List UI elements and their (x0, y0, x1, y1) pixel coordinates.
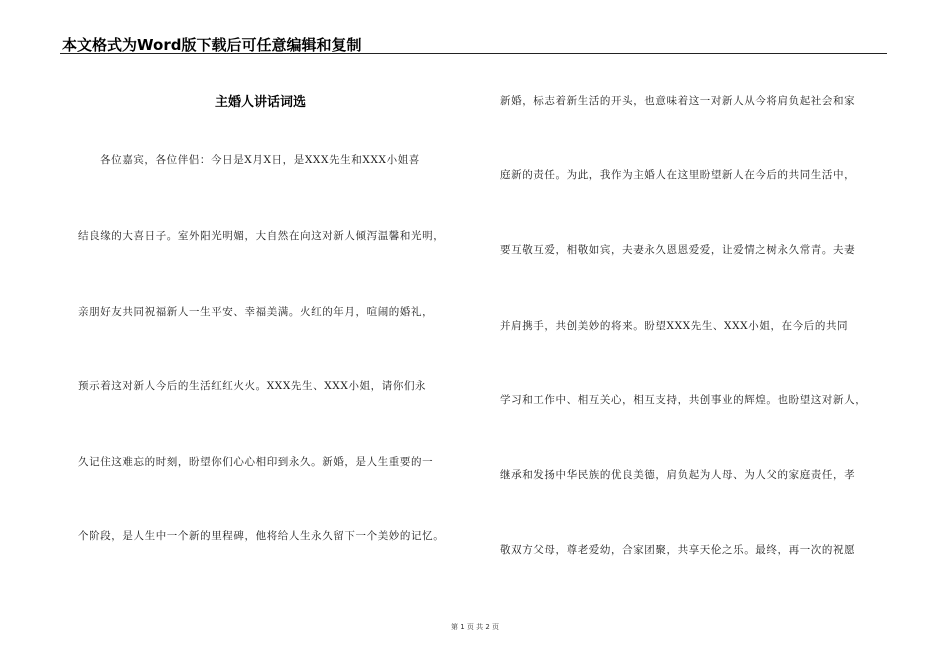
paragraph-line: 庭新的责任。为此，我作为主婚人在这里盼望新人在今后的共同生活中， (500, 169, 856, 181)
document-banner: 本文格式为Word版下载后可任意编辑和复制 (62, 36, 362, 54)
paragraph-line: 预示着这对新人今后的生活红红火火。XXX先生、XXX小姐，请你们永 (78, 380, 427, 392)
banner-divider (60, 53, 887, 54)
paragraph-line: 并肩携手，共创美妙的将来。盼望XXX先生、XXX小姐，在今后的共同 (500, 320, 849, 332)
paragraph-line: 敬双方父母，尊老爱幼，合家团聚，共享天伦之乐。最终，再一次的祝愿 (500, 544, 856, 556)
paragraph-line: 各位嘉宾，各位伴侣：今日是X月X日，是XXX先生和XXX小姐喜 (100, 154, 420, 166)
paragraph-line: 久记住这难忘的时刻，盼望你们心心相印到永久。新婚，是人生重要的一 (78, 456, 434, 468)
paragraph-line: 结良缘的大喜日子。室外阳光明媚，大自然在向这对新人倾泻温馨和光明， (78, 230, 445, 242)
paragraph-line: 继承和发扬中华民族的优良美德，肩负起为人母、为人父的家庭责任，孝 (500, 469, 856, 481)
paragraph-line: 新婚，标志着新生活的开头，也意味着这一对新人从今将肩负起社会和家 (500, 95, 856, 107)
paragraph-line: 个阶段，是人生中一个新的里程碑，他将给人生永久留下一个美妙的记忆。 (78, 530, 445, 542)
paragraph-line: 亲朋好友共同祝福新人一生平安、幸福美满。火红的年月，喧闹的婚礼， (78, 306, 434, 318)
paragraph-line: 学习和工作中、相互关心，相互支持，共创事业的辉煌。也盼望这对新人， (500, 394, 867, 406)
paragraph-line: 要互敬互爱，相敬如宾，夫妻永久恩恩爱爱，让爱情之树永久常青。夫妻 (500, 244, 856, 256)
document-title: 主婚人讲话词选 (215, 95, 307, 110)
page-number: 第 1 页 共 2 页 (450, 623, 500, 631)
